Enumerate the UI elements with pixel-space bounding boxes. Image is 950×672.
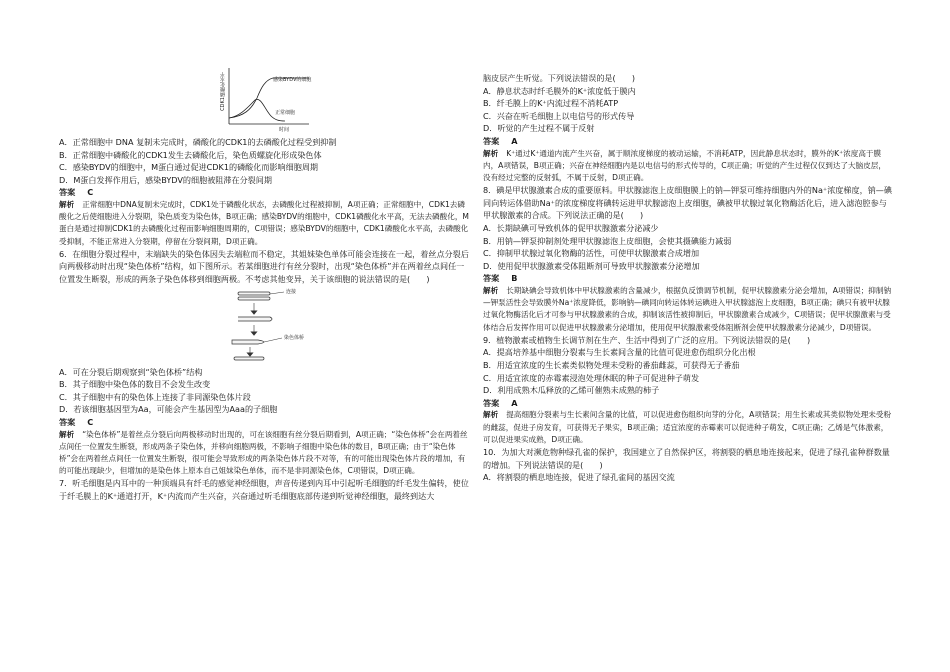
answer-label: 答案: [59, 187, 76, 198]
fused-chromatids: [238, 317, 272, 321]
q8-option-c: C．抑制甲状腺过氧化物酶的活性，可使甲状腺激素合成增加: [483, 248, 700, 259]
x-axis-label: 时间: [279, 127, 290, 133]
sister-chromatids-top: [238, 292, 270, 300]
q8-option-a: A．长期缺碘可导致机体的促甲状腺激素分泌减少: [483, 222, 659, 233]
explanation-text: 正常细胞中DNA复制未完成时，CDK1处于磷酸化状态，去磷酸化过程被抑制，A项正确；正常细胞中，CDK1去磷酸化之后使细胞进入分裂期，染色质变为染色体，B项正确；感染BYDV的细胞中，CDK1磷酸化水平高，无法去磷酸化，M蛋白是通过抑制CDK1的去磷酸化过程而影响细胞周期的，C项错误；感染BYDV的细胞中，CDK1磷酸化水平高，去磷酸化受抑制，不能正常进入分裂期，停留在分裂间期，D项正确。: [59, 199, 469, 246]
explanation-label: 解析: [483, 285, 499, 295]
q9-option-b: B．用适宜浓度的生长素类似物处理未受粉的番茄雌蕊，可获得无子番茄: [483, 359, 740, 370]
answer-label: 答案: [483, 135, 500, 146]
q9-explanation: [483, 409, 893, 446]
right-column: [483, 72, 893, 484]
answer-value: B: [511, 273, 518, 284]
answer-value: C: [87, 187, 94, 198]
q7-option-d: D．听觉的产生过程不属于反射: [483, 123, 595, 134]
chromosome-bridge-figure: [224, 286, 334, 366]
q7-explanation: [483, 148, 893, 185]
q7-stem-continued: 脑皮层产生听觉。下列说法错误的是( ): [483, 73, 636, 83]
q5-option-c: C．感染BYDV的细胞中，M蛋白通过促进CDK1的磷酸化而影响细胞周期: [59, 162, 319, 173]
infected-curve-label: 感染BYDV的细胞: [273, 77, 312, 83]
arrow-1: [252, 303, 257, 314]
explanation-text: K⁺通过K⁺通道内流产生兴奋，属于顺浓度梯度的被动运输，不消耗ATP，因此静息状态时，膜外的K⁺浓度高于膜内，A项错误，B项正确；兴奋在神经细胞内是以电信号的形式传导的，C项正确；听觉的产生过程仅仅到达了大脑皮层，没有经过完整的反射弧，不属于反射，D项正确。: [483, 148, 886, 182]
q6-option-b: B．其子细胞中染色体的数目不会发生改变: [59, 379, 211, 390]
connect-label: 连接: [286, 288, 297, 295]
infected-cell-curve: [229, 78, 309, 118]
left-column: [59, 66, 469, 503]
explanation-label: 解析: [483, 148, 499, 158]
q7-stem: 7．听毛细胞是内耳中的一种顶端具有纤毛的感觉神经细胞，声音传递到内耳中引起听毛细胞的纤毛发生偏转，使位于纤毛膜上的K⁺通道打开，K⁺内流而产生兴奋，兴奋通过听毛细胞底部传递到听觉神经细胞，最终到达大: [59, 478, 469, 501]
q8-option-b: B．用钠—钾泵抑制剂处理甲状腺滤泡上皮细胞，会使其摄碘能力减弱: [483, 235, 732, 246]
q6-option-c: C．其子细胞中有的染色体上连接了非同源染色体片段: [59, 391, 251, 402]
q8-answer: [483, 272, 893, 285]
q6-option-a: A．可在分裂后期观察到“染色体桥”结构: [59, 366, 203, 377]
q10-stem: 10．为加大对濒危物种绿孔雀的保护，我国建立了自然保护区，将割裂的栖息地连接起来，促进了绿孔雀种群数量的增加。下列说法错误的是( ): [483, 446, 890, 470]
q6-option-d: D．若该细胞基因型为Aa，可能会产生基因型为Aaa的子细胞: [59, 404, 278, 415]
q7-answer: [483, 135, 893, 148]
q5-option-a: A．正常细胞中 DNA 复制未完成时，磷酸化的CDK1的去磷酸化过程受到抑制: [59, 137, 337, 147]
q7-option-c: C．兴奋在听毛细胞上以电信号的形式传导: [483, 110, 635, 121]
q5-option-b: B．正常细胞中磷酸化的CDK1发生去磷酸化后，染色质螺旋化形成染色体: [59, 149, 322, 160]
explanation-label: 解析: [59, 429, 75, 439]
connect-pointer: [270, 292, 284, 294]
cdk1-phosphorylation-figure: [209, 66, 349, 136]
q6-answer: [59, 416, 469, 429]
bridge-label: 染色体桥: [284, 334, 305, 341]
explanation-text: 长期缺碘会导致机体中甲状腺激素的含量减少，根据负反馈调节机制，促甲状腺激素分泌会增加，A项错误；抑制钠—钾泵活性会导致膜外Na⁺浓度降低，影响钠—碘同向转运体转运碘进入甲状腺滤泡上皮细胞，B项正确；碘只有被甲状腺过氧化物酶活化后才可参与甲状腺激素的合成，抑制该活性被抑制后，甲状腺激素合成减少，C项错误；促甲状腺激素与受体结合后发挥作用可以促进甲状腺激素分泌增加，使用促甲状腺激素受体阻断剂会使甲状腺激素分泌减少，D项错误。: [483, 285, 892, 332]
arrow-3: [248, 347, 253, 356]
q5-answer: [59, 186, 469, 199]
q5-option-d: D．M蛋白发挥作用后，感染BYDV的细胞被阻滞在分裂间期: [59, 174, 272, 185]
answer-value: A: [511, 135, 518, 146]
q5-explanation: [59, 199, 469, 248]
arrow-2: [252, 325, 257, 335]
answer-value: C: [87, 416, 94, 427]
chromosome-bridge: [232, 340, 264, 344]
answer-label: 答案: [483, 397, 500, 408]
q6-explanation: [59, 429, 469, 478]
explanation-text: 提高细胞分裂素与生长素间含量的比值，可以促进愈伤组织向芽的分化，A项错误；用生长素或其类似物处理未受粉的雌蕊，促进子房发育，可获得无子果实，B项正确；适宜浓度的赤霉素可以促进种子萌发，C项正确；乙烯是气体激素，可以促进果实成熟，D项正确。: [483, 410, 892, 444]
explanation-label: 解析: [59, 199, 75, 209]
y-axis-label: CDK1磷酸化水平: [220, 72, 226, 111]
q9-option-d: D．利用成熟木瓜释放的乙烯可催熟未成熟的柿子: [483, 385, 660, 396]
answer-value: A: [511, 397, 518, 408]
normal-curve-label: 正常细胞: [275, 110, 296, 116]
answer-label: 答案: [59, 416, 76, 427]
q9-answer: [483, 397, 893, 410]
explanation-label: 解析: [483, 410, 499, 420]
explanation-text: “染色体桥”是着丝点分裂后向两极移动时出现的，可在该细胞有丝分裂后期看到，A项正确；“染色体桥”会在两着丝点间任一位置发生断裂，形成两条子染色体，并移向细胞两极，不影响子细胞中染色体的数目，B项正确；由于“染色体桥”会在两着丝点间任一位置发生断裂，很可能会导致形成的两条染色体片段不对等，有的可能出现染色体片段的增加，有的可能出现缺少，但增加的是染色体上原本自己姐妹染色单体，而不是非同源染色体，C项错误，D项正确。: [59, 429, 468, 476]
q8-stem: 8．碘是甲状腺激素合成的重要原料。甲状腺滤泡上皮细胞膜上的钠—钾泵可维持细胞内外的Na⁺浓度梯度，钠—碘同向转运体借助Na⁺的浓度梯度将碘转运进甲状腺滤泡上皮细胞，碘被甲状腺过氧化物酶活化后，进入滤泡腔参与甲状腺激素的合成。下列说法正确的是( ): [483, 185, 892, 221]
daughter-chromosome: [234, 357, 264, 360]
q10-option-a: A．将割裂的栖息地连接，促进了绿孔雀间的基因交流: [483, 472, 675, 483]
bridge-pointer: [264, 338, 282, 342]
q8-explanation: [483, 285, 893, 334]
q8-option-d: D．使用促甲状腺激素受体阻断剂可导致甲状腺激素分泌增加: [483, 260, 700, 271]
q9-option-c: C．用适宜浓度的赤霉素浸泡处理休眠的种子可促进种子萌发: [483, 372, 700, 383]
q9-stem: 9．植物激素或植物生长调节剂在生产、生活中得到了广泛的应用。下列说法错误的是( ): [483, 334, 811, 345]
q9-option-a: A．提高培养基中细胞分裂素与生长素间含量的比值可促进愈伤组织分化出根: [483, 347, 756, 358]
q6-stem: 6．在细胞分裂过程中，末端缺失的染色体因失去端粒而不稳定，其姐妹染色单体可能会连接在一起，着丝点分裂后向两极移动时出现“染色体桥”结构，如下图所示。若某细胞进行有丝分裂时，出现“染色体桥”并在两着丝点间任一位置发生断裂，形成的两条子染色体移到细胞两极。不考虑其他变异，关于该细胞的说法错误的是( ): [59, 248, 469, 284]
answer-label: 答案: [483, 273, 500, 284]
q7-option-b: B．纤毛膜上的K⁺内流过程不消耗ATP: [483, 98, 619, 109]
q7-option-a: A．静息状态时纤毛膜外的K⁺浓度低于膜内: [483, 85, 636, 96]
chromosome-bridge-diagram: [224, 286, 334, 366]
